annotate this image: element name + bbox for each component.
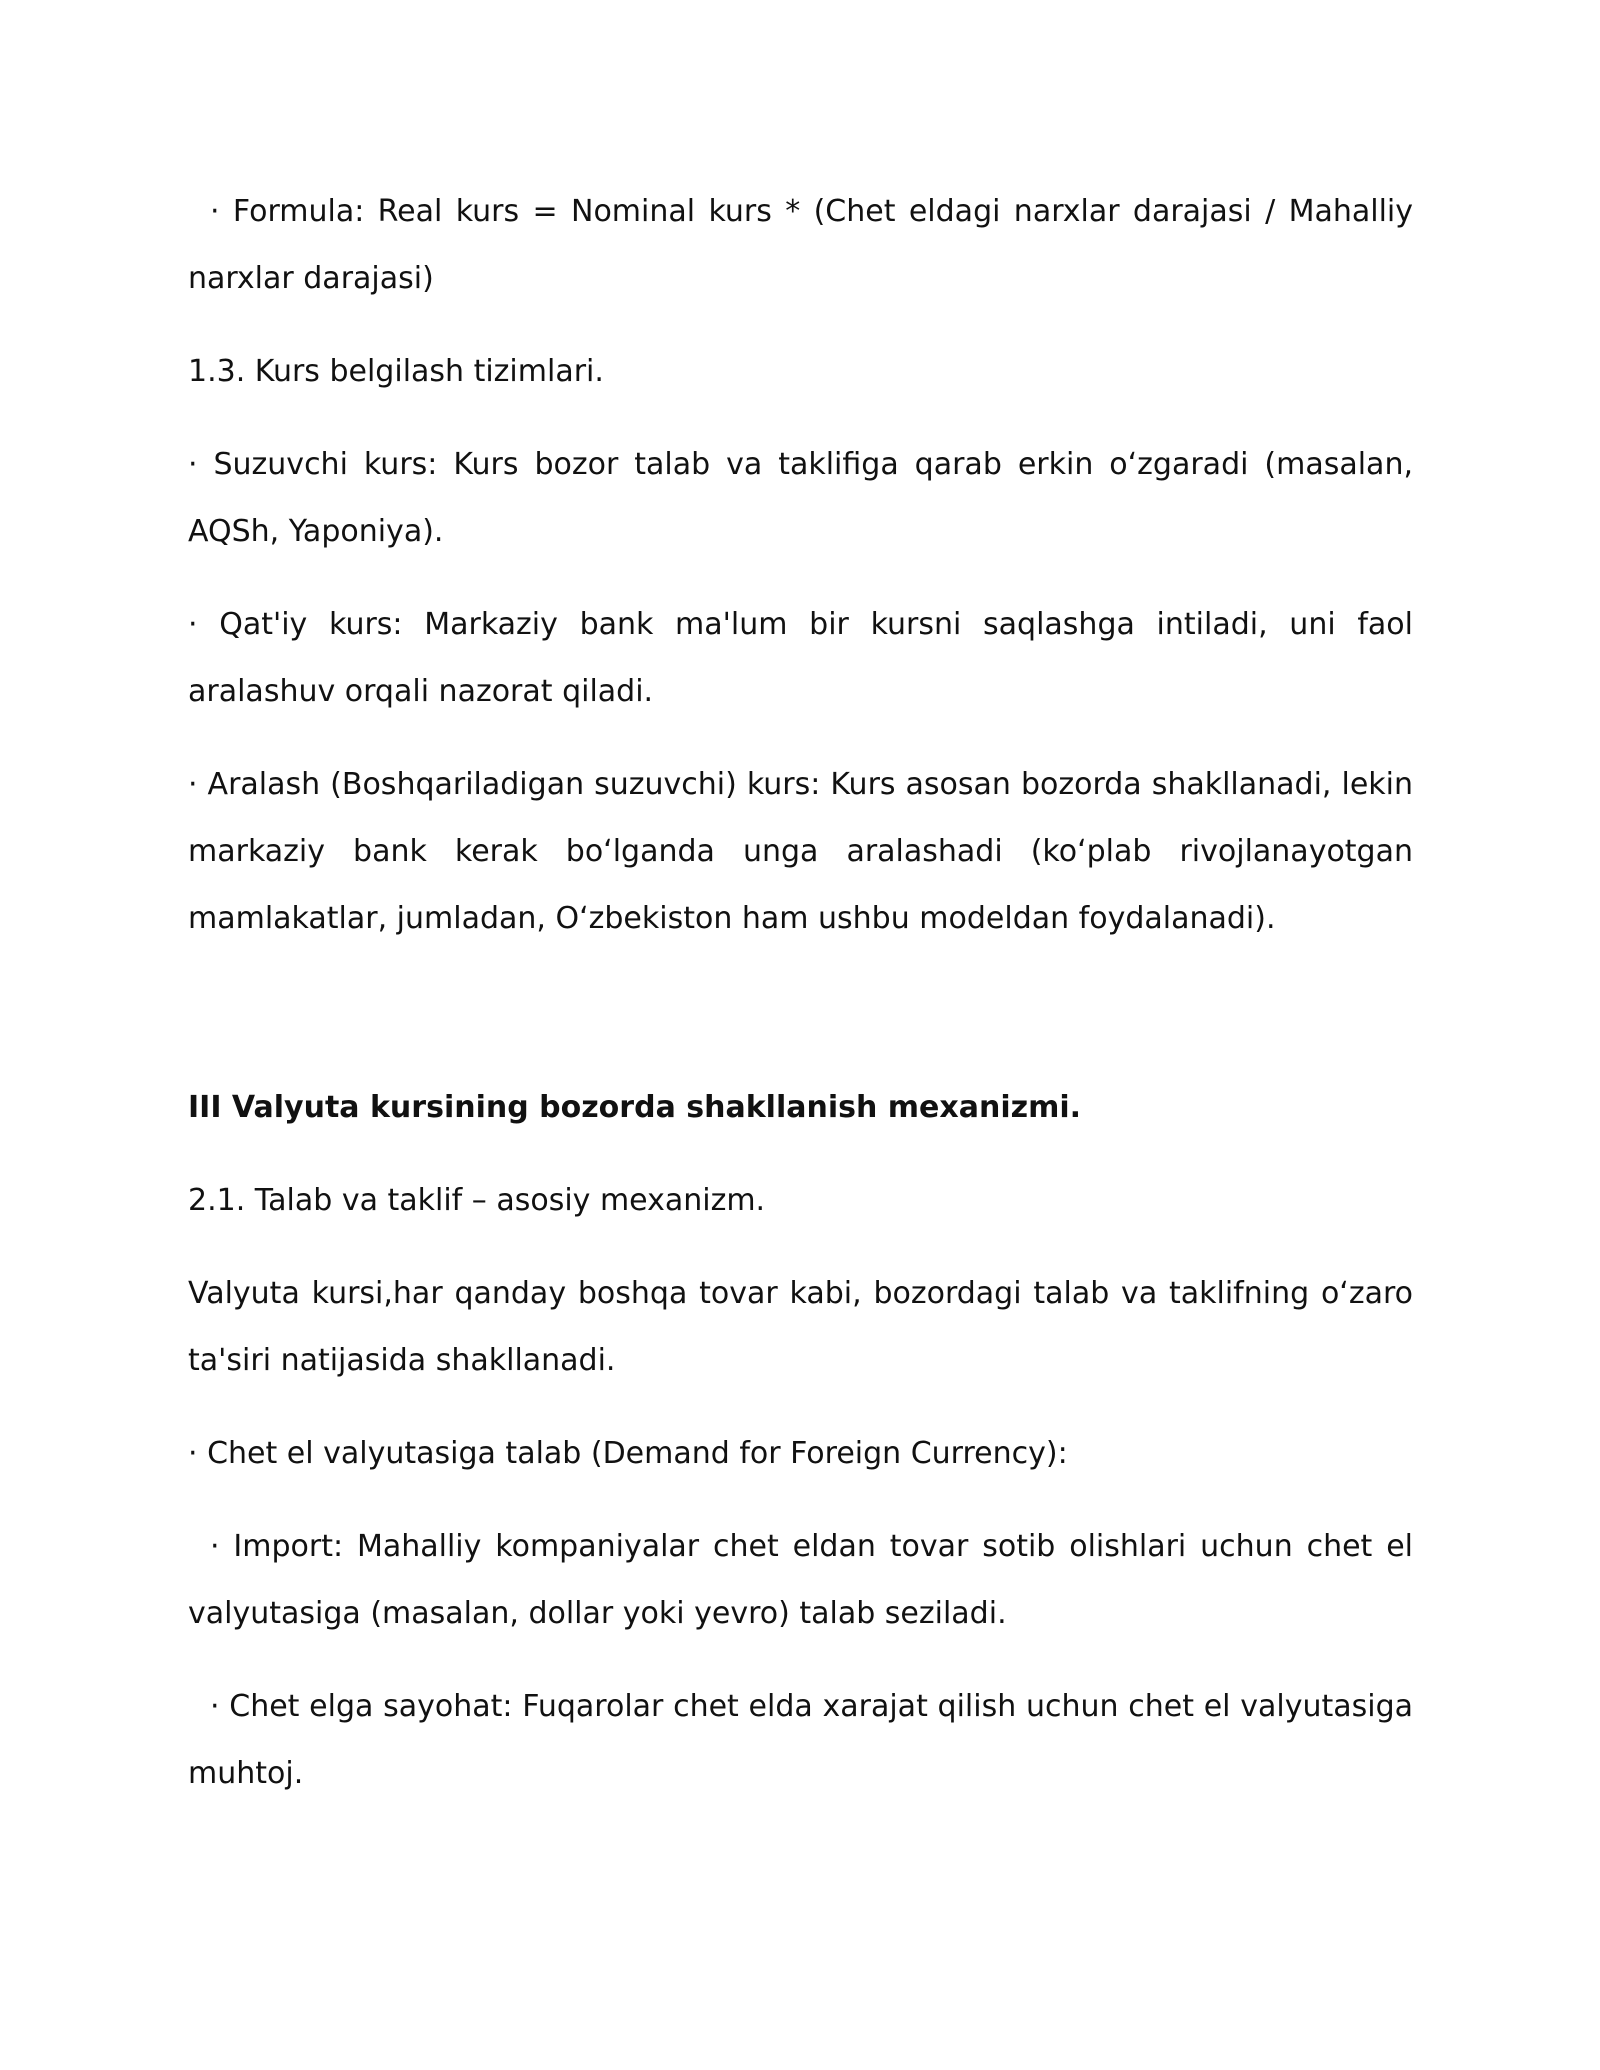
document-page [188,178,1413,1807]
mixed-rate-paragraph: · Aralash (Boshqariladigan suzuvchi) kurs: Kurs asosan bozorda shakllanadi, lekin markaziy bank kerak bo‘lganda unga aralashadi (ko‘plab rivojlanayotgan mamlakatlar, jumladan, O‘zbekiston ham ushbu modeldan foydalanadi). [188,767,1413,936]
section-2-1-title: 2.1. Talab va taklif – asosiy mexanizm. [188,1183,766,1218]
travel-paragraph: · Chet elga sayohat: Fuqarolar chet elda xarajat qilish uchun chet el valyutasiga muhtoj. [188,1689,1413,1791]
import-paragraph: · Import: Mahalliy kompaniyalar chet eldan tovar sotib olishlari uchun chet el valyutasiga (masalan, dollar yoki yevro) talab seziladi. [188,1529,1413,1631]
fixed-rate-paragraph: · Qat'iy kurs: Markaziy bank ma'lum bir kursni saqlashga intiladi, uni faol aralashuv orqali nazorat qiladi. [188,607,1413,709]
demand-paragraph: · Chet el valyutasiga talab (Demand for Foreign Currency): [188,1436,1068,1471]
section-1-3-title: 1.3. Kurs belgilash tizimlari. [188,354,604,389]
formula-paragraph: · Formula: Real kurs = Nominal kurs * (Chet eldagi narxlar darajasi / Mahalliy narxlar darajasi) [188,194,1413,296]
intro-paragraph: Valyuta kursi,har qanday boshqa tovar kabi, bozordagi talab va taklifning o‘zaro ta'siri natijasida shakllanadi. [188,1276,1413,1378]
section-III-heading: III Valyuta kursining bozorda shakllanish mexanizmi. [188,1090,1082,1125]
floating-rate-paragraph: · Suzuvchi kurs: Kurs bozor talab va taklifiga qarab erkin o‘zgaradi (masalan, AQSh, Yaponiya). [188,447,1413,549]
